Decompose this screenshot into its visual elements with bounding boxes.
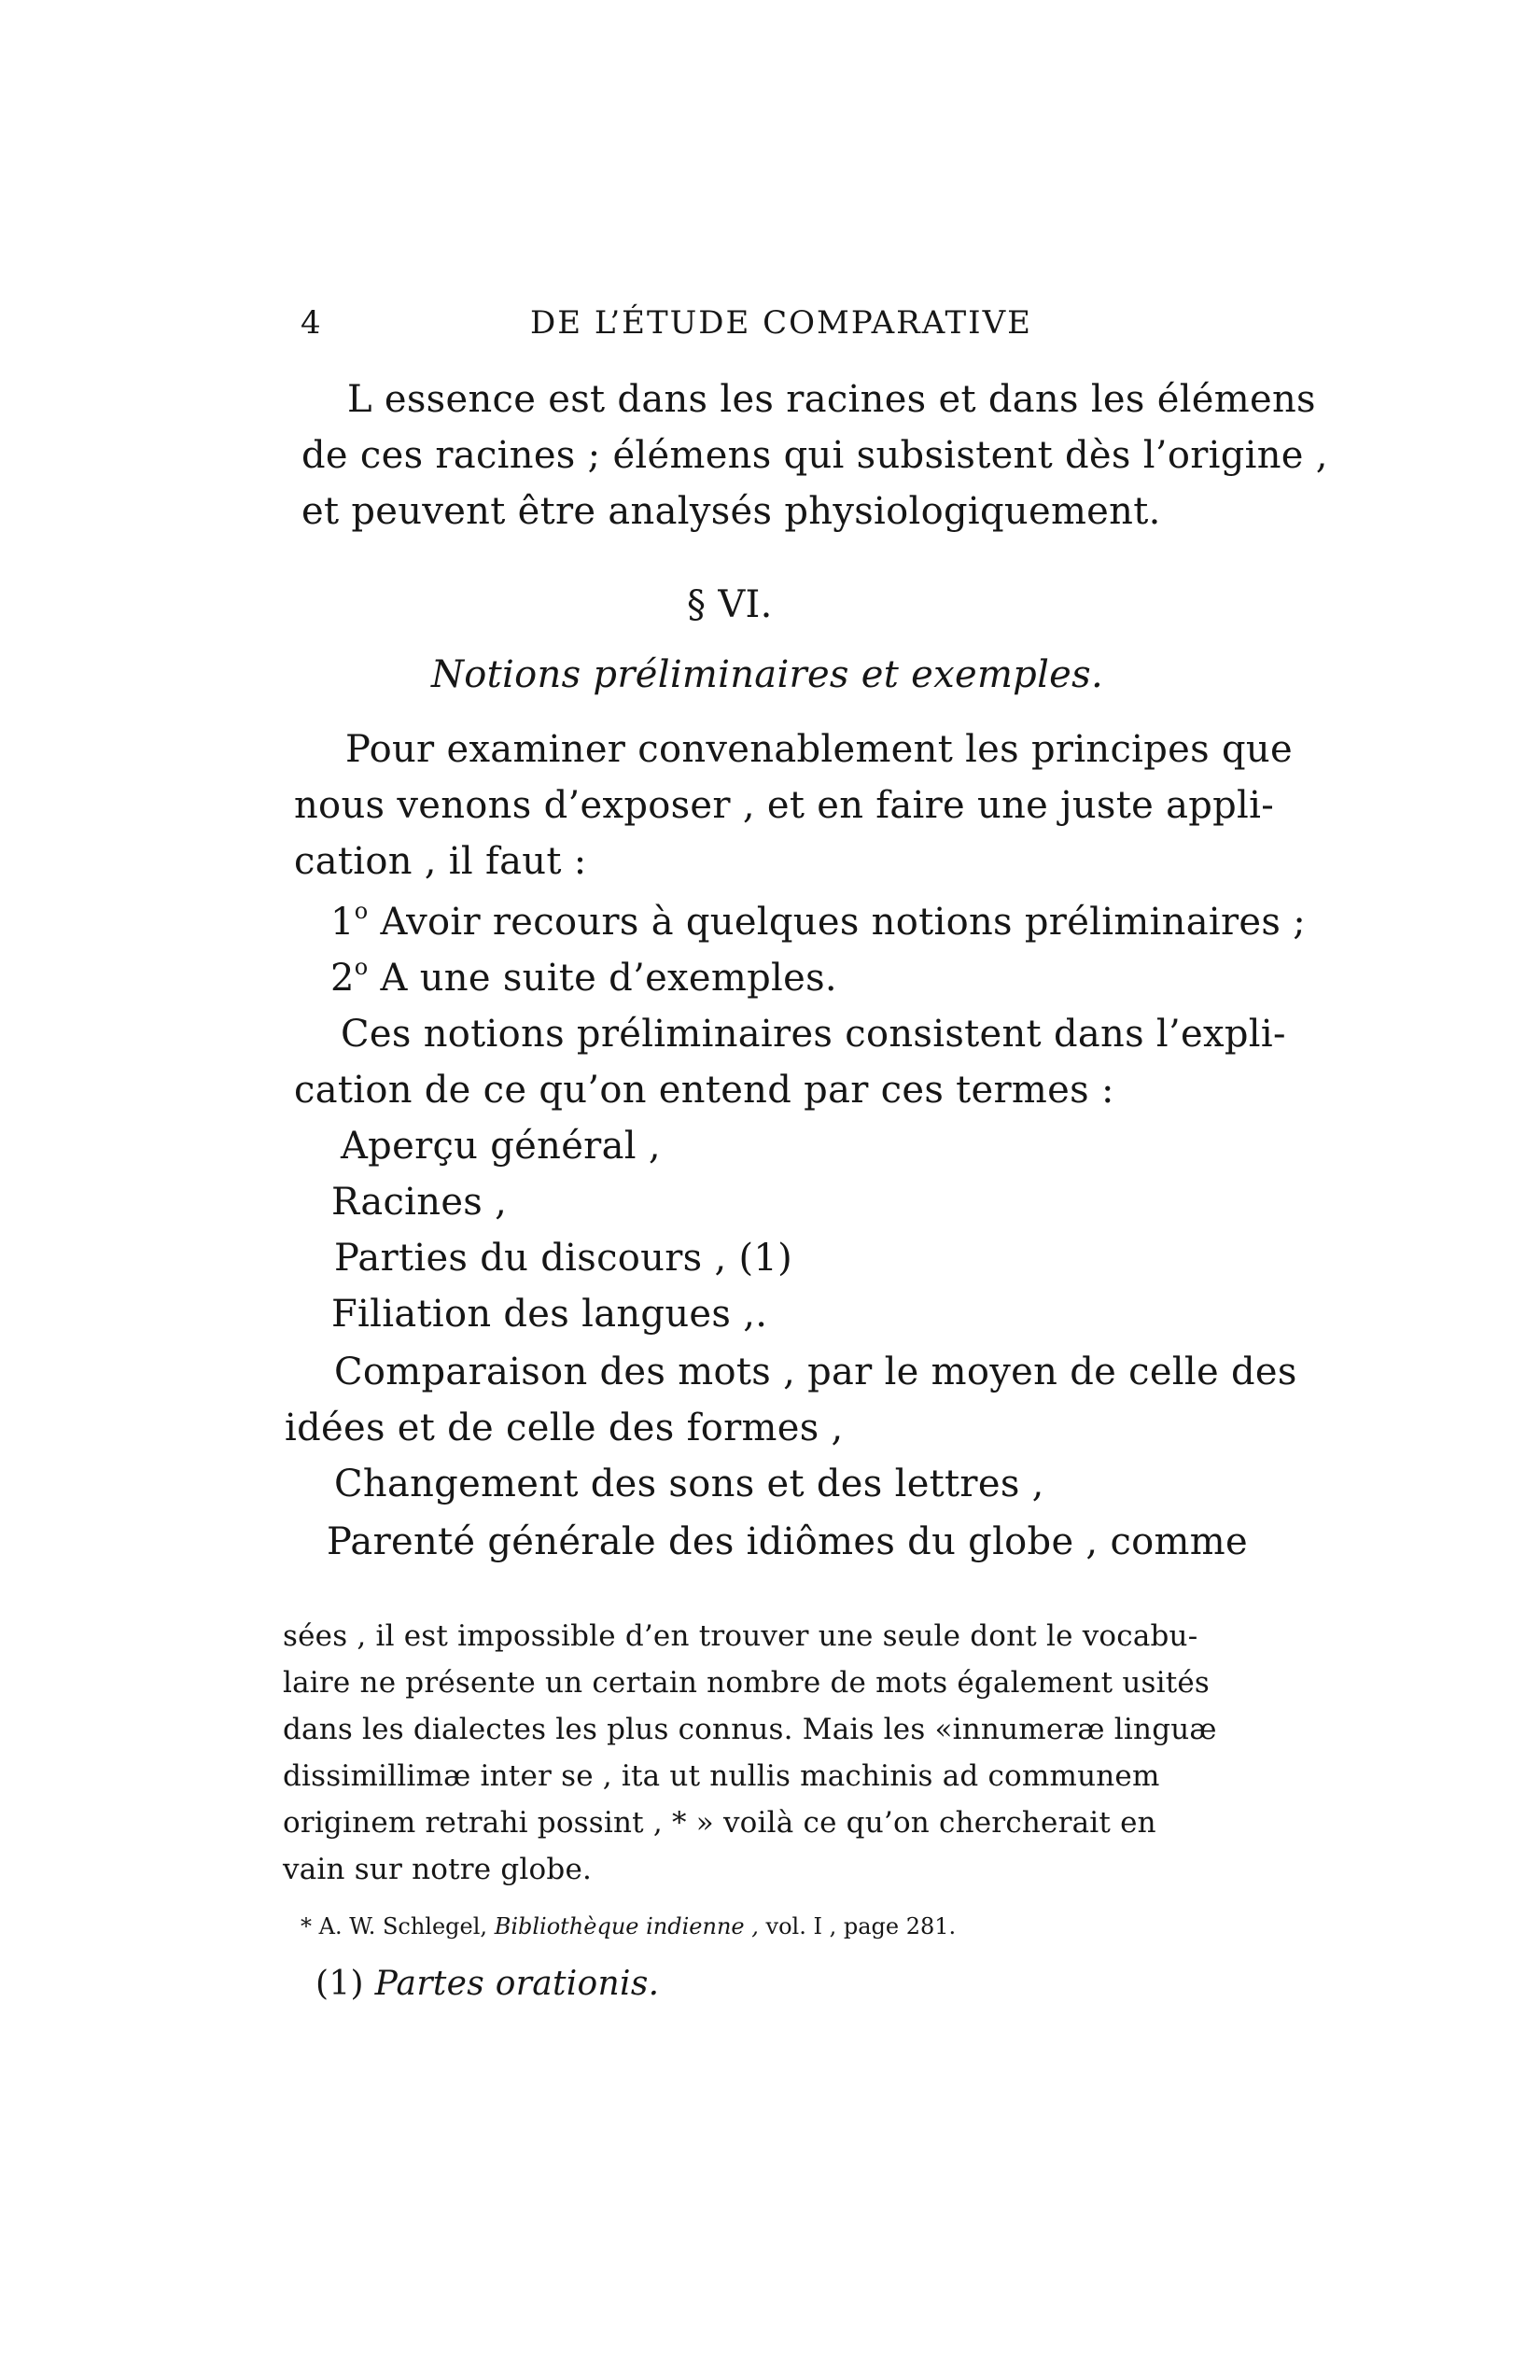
paragraph-line: nous venons d’exposer , et en faire une juste appli- (294, 784, 1275, 827)
list-item (330, 954, 837, 1000)
section-number: § VI. (687, 583, 773, 626)
citation-volume: vol. I , page 281. (765, 1913, 957, 1939)
footnote-line: dissimillimæ inter se , ita ut nullis machinis ad communem (283, 1759, 1160, 1793)
intro-line: L essence est dans les racines et dans les élémens (347, 378, 1316, 421)
list-marker: 2 (330, 956, 355, 1000)
citation (301, 1913, 956, 1939)
term-line: Comparaison des mots , par le moyen de celle des (334, 1351, 1297, 1393)
section-title: Notions préliminaires et exemples. (431, 653, 1103, 696)
term-line: Parenté générale des idiômes du globe , comme (327, 1520, 1248, 1563)
list-item-text: A une suite d’exemples. (380, 956, 837, 1000)
footnote-line: vain sur notre globe. (283, 1853, 593, 1886)
note-1-marker: (1) (315, 1965, 364, 2003)
term-line: Changement des sons et des lettres , (334, 1463, 1044, 1505)
citation-author: * A. W. Schlegel, (301, 1913, 488, 1939)
list-marker-degree: o (354, 954, 369, 980)
footnote-line: sées , il est impossible d’en trouver une seule dont le vocabu- (283, 1619, 1198, 1653)
footnote-line: laire ne présente un certain nombre de mots également usités (283, 1666, 1211, 1700)
note-1 (315, 1965, 659, 2003)
running-title: DE L’ÉTUDE COMPARATIVE (530, 304, 1032, 342)
citation-title: Bibliothèque indienne , (494, 1913, 759, 1939)
notions-line: Ces notions préliminaires consistent dans l’expli- (341, 1013, 1286, 1056)
term-line: Filiation des langues ,. (331, 1293, 768, 1336)
term-line: Racines , (331, 1181, 508, 1224)
note-1-text: Partes orationis. (374, 1965, 660, 2003)
footnote-line: dans les dialectes les plus connus. Mais les «innumeræ linguæ (283, 1713, 1217, 1746)
list-marker: 1 (330, 900, 355, 944)
page-number: 4 (301, 304, 323, 342)
term-line: idées et de celle des formes , (285, 1407, 844, 1449)
notions-line: cation de ce qu’on entend par ces termes : (294, 1069, 1114, 1112)
term-line: Aperçu général , (341, 1125, 661, 1168)
term-line: Parties du discours , (1) (334, 1237, 793, 1280)
intro-line: de ces racines ; élémens qui subsistent dès l’origine , (301, 434, 1328, 477)
paragraph-line: cation , il faut : (294, 840, 587, 883)
list-marker-degree: o (354, 898, 369, 924)
paragraph-line: Pour examiner convenablement les principes que (345, 728, 1293, 771)
intro-line: et peuvent être analysés physiologiquement. (301, 490, 1161, 533)
list-item-text: Avoir recours à quelques notions préliminaires ; (380, 900, 1306, 944)
footnote-line: originem retrahi possint , * » voilà ce qu’on chercherait en (283, 1806, 1156, 1840)
list-item (330, 898, 1306, 944)
